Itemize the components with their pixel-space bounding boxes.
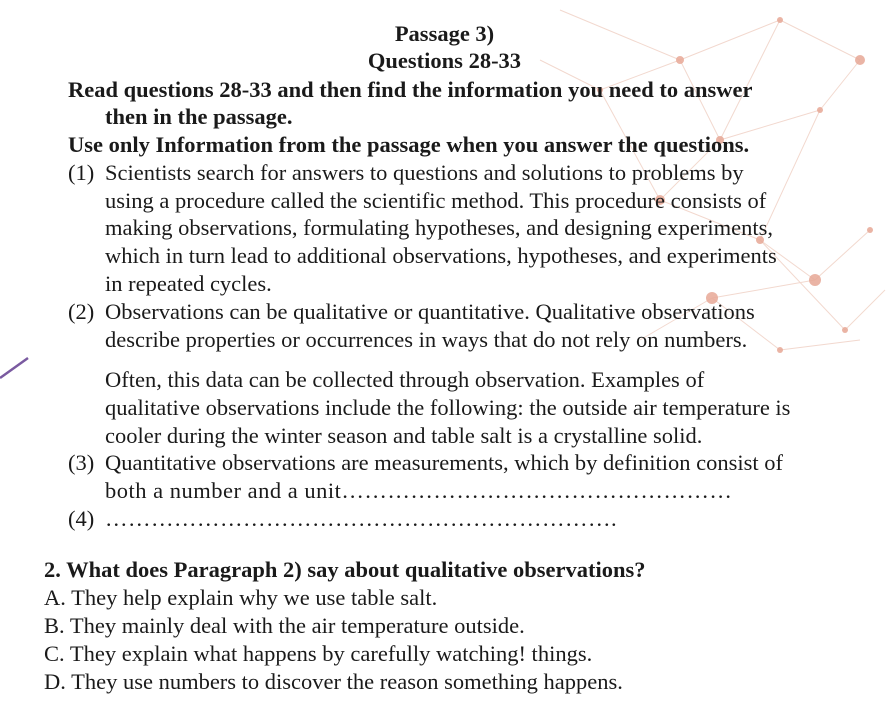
- answer-option-c[interactable]: C. They explain what happens by carefully watching! things.: [44, 641, 593, 666]
- paragraph-2-continuation-line: qualitative observations include the following: the outside air temperature is: [105, 395, 791, 420]
- paragraph-1-line: making observations, formulating hypotheses, and designing experiments,: [105, 215, 774, 240]
- answer-option-b[interactable]: B. They mainly deal with the air temperature outside.: [44, 613, 525, 638]
- instruction-line-2: then in the passage.: [105, 104, 293, 129]
- instruction-use-only: Use only Information from the passage when you answer the questions.: [68, 132, 750, 157]
- paragraph-2-line: describe properties or occurrences in ways that do not rely on numbers.: [105, 327, 748, 352]
- paragraph-3-number: (3): [68, 450, 95, 475]
- answer-option-d[interactable]: D. They use numbers to discover the reason something happens.: [44, 669, 623, 694]
- instruction-line-1: Read questions 28-33 and then find the information you need to answer: [68, 77, 753, 102]
- paragraph-3-line: both a number and a unit……………………………………………: [105, 478, 733, 503]
- paragraph-4-number: (4): [68, 506, 95, 531]
- paragraph-2-number: (2): [68, 299, 95, 324]
- passage-subtitle: Questions 28-33: [367, 48, 522, 73]
- paragraph-4-line: ………………………………………………………….: [105, 506, 618, 531]
- paragraph-1-line: Scientists search for answers to questions and solutions to problems by: [105, 160, 744, 185]
- paragraph-3-line: Quantitative observations are measurements, which by definition consist of: [105, 450, 783, 475]
- answer-option-a[interactable]: A. They help explain why we use table salt.: [44, 585, 438, 610]
- passage-title: Passage 3): [394, 21, 495, 46]
- paragraph-1-number: (1): [68, 160, 95, 185]
- paragraph-2-continuation-line: Often, this data can be collected through observation. Examples of: [105, 367, 705, 392]
- question-stem: 2. What does Paragraph 2) say about qualitative observations?: [44, 557, 646, 582]
- paragraph-1-line: in repeated cycles.: [105, 271, 272, 296]
- paragraph-1-line: using a procedure called the scientific method. This procedure consists of: [105, 188, 767, 213]
- paragraph-2-continuation-line: cooler during the winter season and table salt is a crystalline solid.: [105, 423, 703, 448]
- paragraph-1-line: which in turn lead to additional observations, hypotheses, and experiments: [105, 243, 777, 268]
- paragraph-2-line: Observations can be qualitative or quantitative. Qualitative observations: [105, 299, 755, 324]
